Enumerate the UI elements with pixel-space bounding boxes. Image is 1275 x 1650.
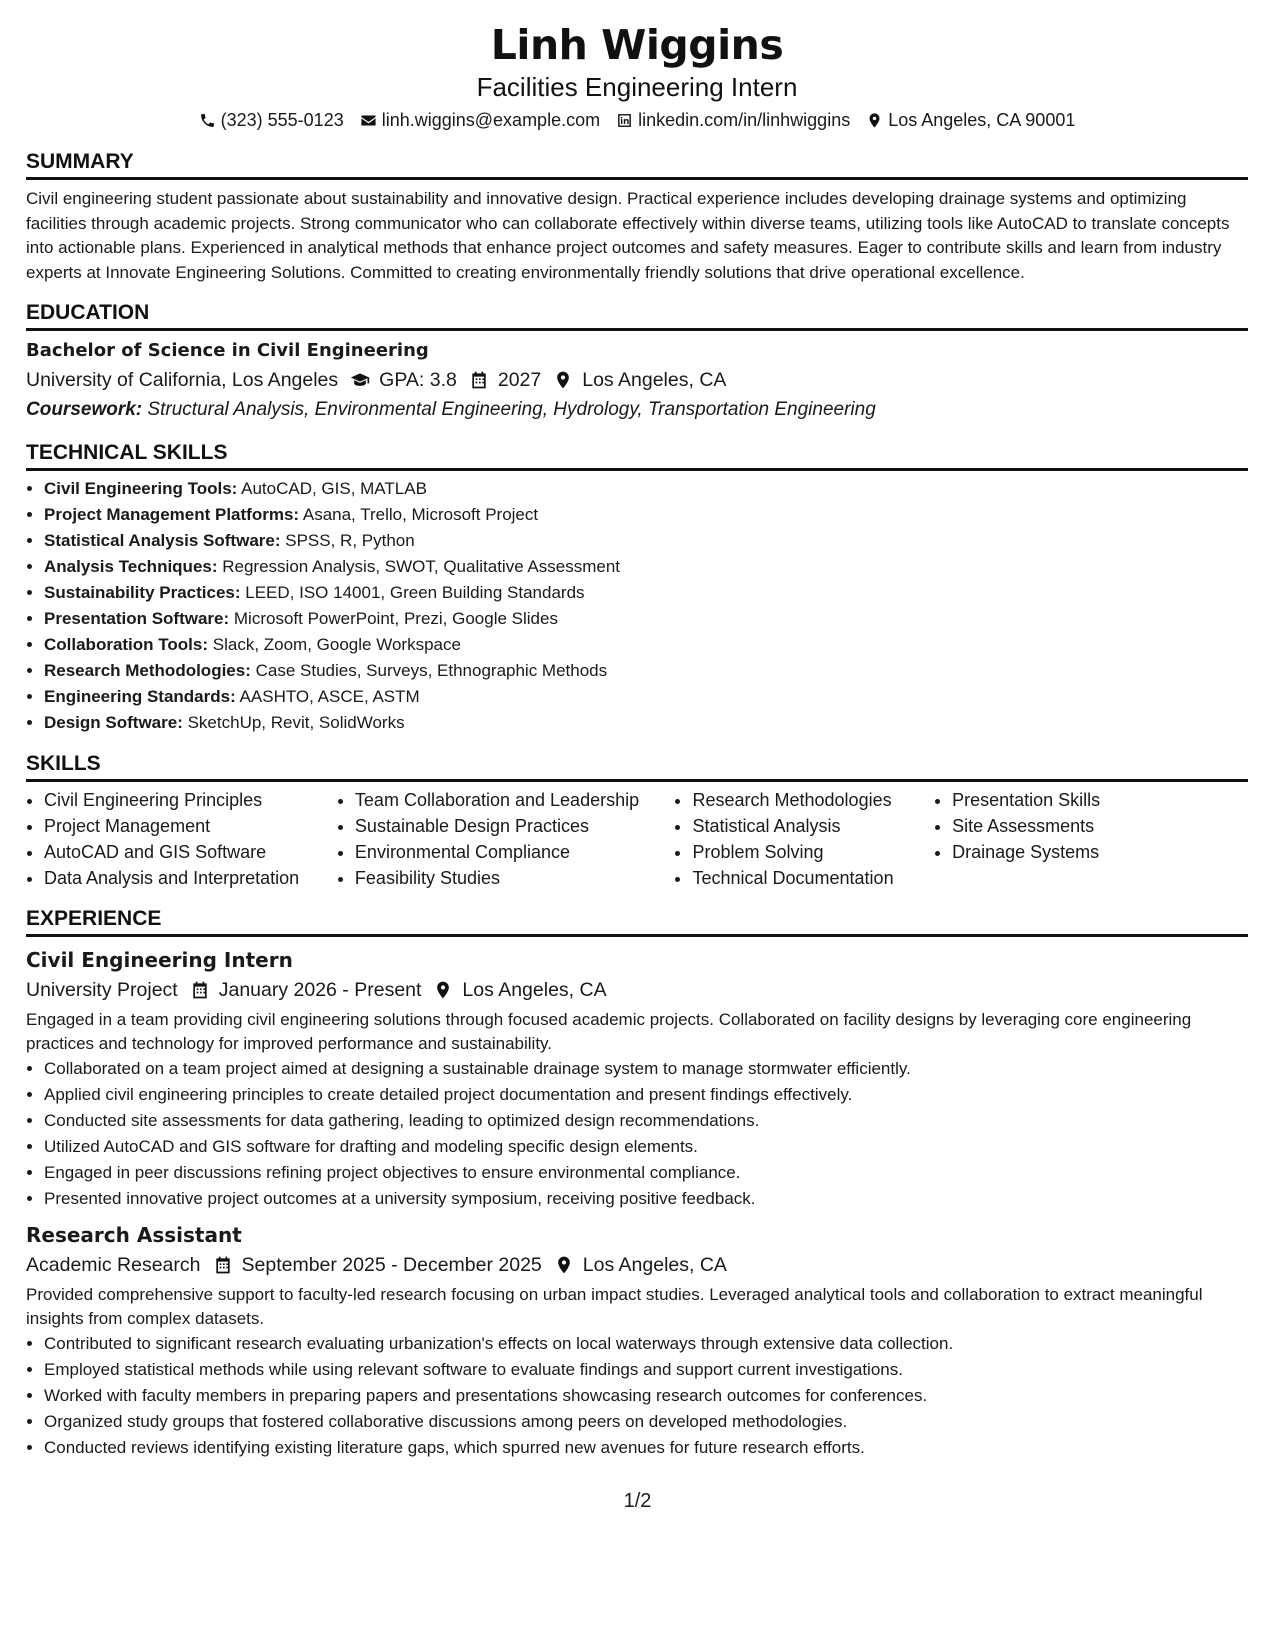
experience-entry [26,1220,1248,1461]
map-pin-icon [553,370,573,390]
degree-title: Bachelor of Science in Civil Engineering [26,340,429,361]
job-org: University Project [26,979,178,1001]
list-item: • Data Analysis and Interpretation [44,865,337,891]
linkedin-icon [616,112,633,129]
gpa: GPA: 3.8 [350,365,457,395]
list-item: • Sustainability Practices: LEED, ISO 14001, Green Building Standards [44,580,1248,606]
list-item: • Project Management [44,813,337,839]
job-dates: January 2026 - Present [190,975,422,1005]
job-title: Research Assistant [26,1223,242,1247]
job-description: Engaged in a team providing civil engineering solutions through focused academic projects. Collaborated on facility designs by leveraging core engineering practices and technology for improved performance and sustainability. [26,1010,1192,1053]
list-item: • Design Software: SketchUp, Revit, SolidWorks [44,710,1248,736]
candidate-name: Linh Wiggins [490,21,784,69]
section-title-skills: SKILLS [26,750,1248,782]
list-item: • Drainage Systems [952,839,1248,865]
list-item: • Project Management Platforms: Asana, Trello, Microsoft Project [44,502,1248,528]
school-name: University of California, Los Angeles [26,369,339,391]
skills-column [934,787,1248,891]
skills-column [26,787,337,891]
list-item: • Conducted site assessments for data gathering, leading to optimized design recommendations. [44,1108,1248,1134]
job-bullets [26,1056,1248,1212]
list-item: • Organized study groups that fostered collaborative discussions among peers on developed methodologies. [44,1409,1248,1435]
skills-column [674,787,934,891]
job-bullets [26,1331,1248,1461]
list-item: • Conducted reviews identifying existing literature gaps, which spurred new avenues for future research efforts. [44,1435,1248,1461]
list-item: • AutoCAD and GIS Software [44,839,337,865]
map-pin-icon [866,112,883,129]
list-item: • Sustainable Design Practices [355,813,675,839]
job-meta [26,975,1248,1005]
list-item: • Collaborated on a team project aimed at designing a sustainable drainage system to manage stormwater efficiently. [44,1056,1248,1082]
phone-icon [199,112,216,129]
envelope-icon [360,112,377,129]
map-pin-icon [433,980,453,1000]
list-item: • Team Collaboration and Leadership [355,787,675,813]
job-title: Civil Engineering Intern [26,948,293,972]
list-item: • Contributed to significant research evaluating urbanization's effects on local waterways through extensive data collection. [44,1331,1248,1357]
list-item: • Statistical Analysis Software: SPSS, R, Python [44,528,1248,554]
graduation-cap-icon [350,370,370,390]
technical-skills-list [26,476,1248,736]
job-description: Provided comprehensive support to faculty-led research focusing on urban impact studies. Leveraged analytical tools and collaboration to extract meaningful insights from complex datasets. [26,1285,1203,1328]
job-location: Los Angeles, CA [554,1250,727,1280]
list-item: • Worked with faculty members in preparing papers and presentations showcasing research outcomes for conferences. [44,1383,1248,1409]
job-location: Los Angeles, CA [433,975,606,1005]
list-item: • Site Assessments [952,813,1248,839]
list-item: • Applied civil engineering principles to create detailed project documentation and present findings effectively. [44,1082,1248,1108]
technical-skills-section [26,439,1248,736]
list-item: • Feasibility Studies [355,865,675,891]
section-title-technical-skills: TECHNICAL SKILLS [26,439,1248,471]
resume-page [26,20,1248,1461]
map-pin-icon [554,1255,574,1275]
contact-location: Los Angeles, CA 90001 [866,106,1075,134]
page-number: 1/2 [623,1490,652,1512]
list-item: • Employed statistical methods while using relevant software to evaluate findings and support current investigations. [44,1357,1248,1383]
list-item: • Presented innovative project outcomes at a university symposium, receiving positive feedback. [44,1186,1248,1212]
graduation-year: 2027 [469,365,541,395]
calendar-icon [469,370,489,390]
education-meta [26,365,1248,395]
list-item: • Research Methodologies [692,787,934,813]
list-item: • Civil Engineering Tools: AutoCAD, GIS, MATLAB [44,476,1248,502]
skills-grid [26,787,1248,891]
education-section [26,299,1248,425]
section-title-experience: EXPERIENCE [26,905,1248,937]
list-item: • Statistical Analysis [692,813,934,839]
list-item: • Civil Engineering Principles [44,787,337,813]
list-item: • Technical Documentation [692,865,934,891]
summary-text: Civil engineering student passionate about sustainability and innovative design. Practical experience includes developing drainage systems and optimizing facilities through academic projects. Strong communicator who can collaborate effectively within diverse teams, utilizing tools like AutoCAD to translate concepts into actionable plans. Experienced in analytical methods that enhance project outcomes and safety measures. Eager to contribute skills and learn from industry experts at Innovate Engineering Solutions. Committed to creating environmentally friendly solutions that drive operational excellence. [26,189,1230,282]
list-item: • Problem Solving [692,839,934,865]
experience-section [26,905,1248,1461]
list-item: • Presentation Skills [952,787,1248,813]
job-org: Academic Research [26,1254,201,1276]
list-item: • Engaged in peer discussions refining project objectives to ensure environmental compliance. [44,1160,1248,1186]
list-item: • Presentation Software: Microsoft PowerPoint, Prezi, Google Slides [44,606,1248,632]
skills-column [337,787,675,891]
list-item: • Research Methodologies: Case Studies, Surveys, Ethnographic Methods [44,658,1248,684]
section-title-education: EDUCATION [26,299,1248,331]
resume-header [26,20,1248,134]
experience-entry [26,945,1248,1212]
section-title-summary: SUMMARY [26,148,1248,180]
education-location: Los Angeles, CA [553,365,726,395]
list-item: • Collaboration Tools: Slack, Zoom, Google Workspace [44,632,1248,658]
skills-section [26,750,1248,891]
candidate-title: Facilities Engineering Intern [476,72,798,102]
calendar-icon [190,980,210,1000]
list-item: • Environmental Compliance [355,839,675,865]
list-item: • Engineering Standards: AASHTO, ASCE, ASTM [44,684,1248,710]
list-item: • Utilized AutoCAD and GIS software for drafting and modeling specific design elements. [44,1134,1248,1160]
job-dates: September 2025 - December 2025 [213,1250,542,1280]
contact-email[interactable]: linh.wiggins@example.com [360,106,600,134]
summary-section [26,148,1248,285]
contact-phone: (323) 555-0123 [199,106,344,134]
job-meta [26,1250,1248,1280]
contact-bar [26,106,1248,134]
contact-linkedin[interactable]: linkedin.com/in/linhwiggins [616,106,850,134]
calendar-icon [213,1255,233,1275]
list-item: • Analysis Techniques: Regression Analysis, SWOT, Qualitative Assessment [44,554,1248,580]
coursework: Coursework: Structural Analysis, Environmental Engineering, Hydrology, Transportation Engineering [26,399,876,420]
